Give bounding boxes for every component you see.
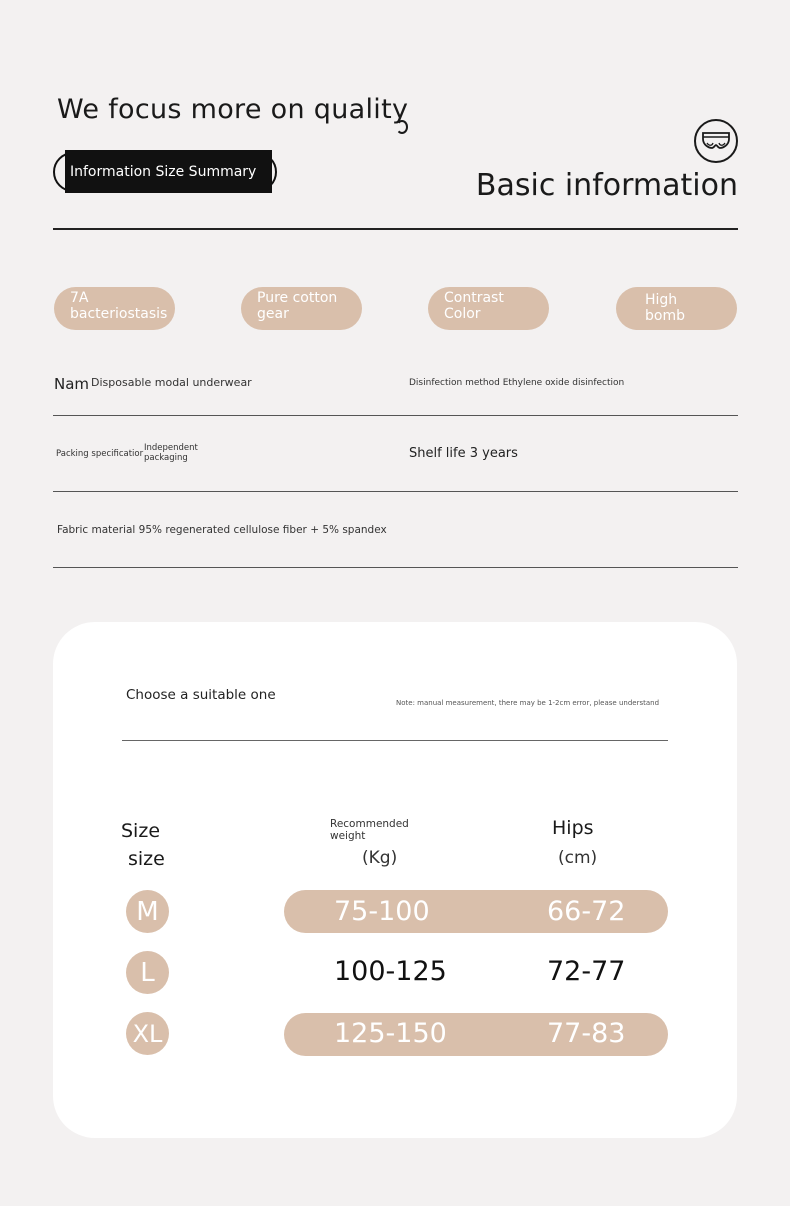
tag-line: Contrast	[444, 290, 504, 306]
weight-value: 75-100	[334, 896, 430, 927]
col-weight-unit: (Kg)	[362, 848, 398, 868]
hips-value: 66-72	[547, 896, 626, 927]
col-hips-unit: (cm)	[558, 848, 598, 868]
weight-value: 125-150	[334, 1018, 447, 1049]
tag-line: High	[645, 292, 678, 308]
decorative-mark	[396, 120, 408, 134]
divider	[122, 740, 668, 741]
section-title: Basic information	[475, 168, 738, 203]
tag-line: bomb	[645, 308, 685, 324]
packing-value-line: packaging	[144, 453, 188, 463]
size-badge-m: M	[126, 890, 169, 933]
col-weight-line: weight	[330, 830, 366, 842]
packing-label: Packing specificatior	[56, 449, 144, 459]
divider	[53, 567, 738, 568]
divider	[53, 491, 738, 492]
divider	[53, 228, 738, 230]
info-size-summary-label: Information Size Summary	[65, 150, 272, 193]
shelf-life: Shelf life 3 years	[409, 446, 518, 461]
size-chart-heading: Choose a suitable one	[126, 687, 276, 703]
name-value: Disposable modal underwear	[91, 376, 252, 389]
tag-high-bomb	[616, 287, 737, 330]
tag-line: gear	[257, 306, 289, 322]
measurement-note: Note: manual measurement, there may be 1-2cm error, please understand	[396, 699, 660, 707]
tag-line: Color	[444, 306, 481, 322]
col-weight-header	[330, 818, 409, 842]
name-label: Nam	[54, 375, 90, 393]
tag-line: bacteriostasis	[70, 306, 168, 322]
packing-value-line: Independent	[144, 443, 198, 453]
col-size-header: Size	[121, 820, 161, 842]
divider	[53, 415, 738, 416]
tag-line: Pure cotton	[257, 290, 338, 306]
tag-bacteriostasis	[54, 287, 175, 330]
tag-line: 7A	[70, 290, 89, 306]
size-badge-xl: XL	[126, 1012, 169, 1055]
headline: We focus more on quality	[57, 94, 409, 125]
packing-value	[144, 443, 198, 463]
weight-value: 100-125	[334, 956, 447, 987]
col-size-header-sub: size	[128, 848, 165, 870]
tag-contrast-color	[428, 287, 549, 330]
fabric-material: Fabric material 95% regenerated cellulose fiber + 5% spandex	[57, 524, 387, 536]
hips-value: 72-77	[547, 956, 626, 987]
underwear-icon	[694, 119, 738, 163]
col-weight-line: Recommended	[330, 818, 409, 830]
disinfection-method: Disinfection method Ethylene oxide disinfection	[409, 378, 625, 388]
tag-pure-cotton	[241, 287, 362, 330]
size-badge-l: L	[126, 951, 169, 994]
hips-value: 77-83	[547, 1018, 626, 1049]
col-hips-header: Hips	[552, 817, 594, 839]
